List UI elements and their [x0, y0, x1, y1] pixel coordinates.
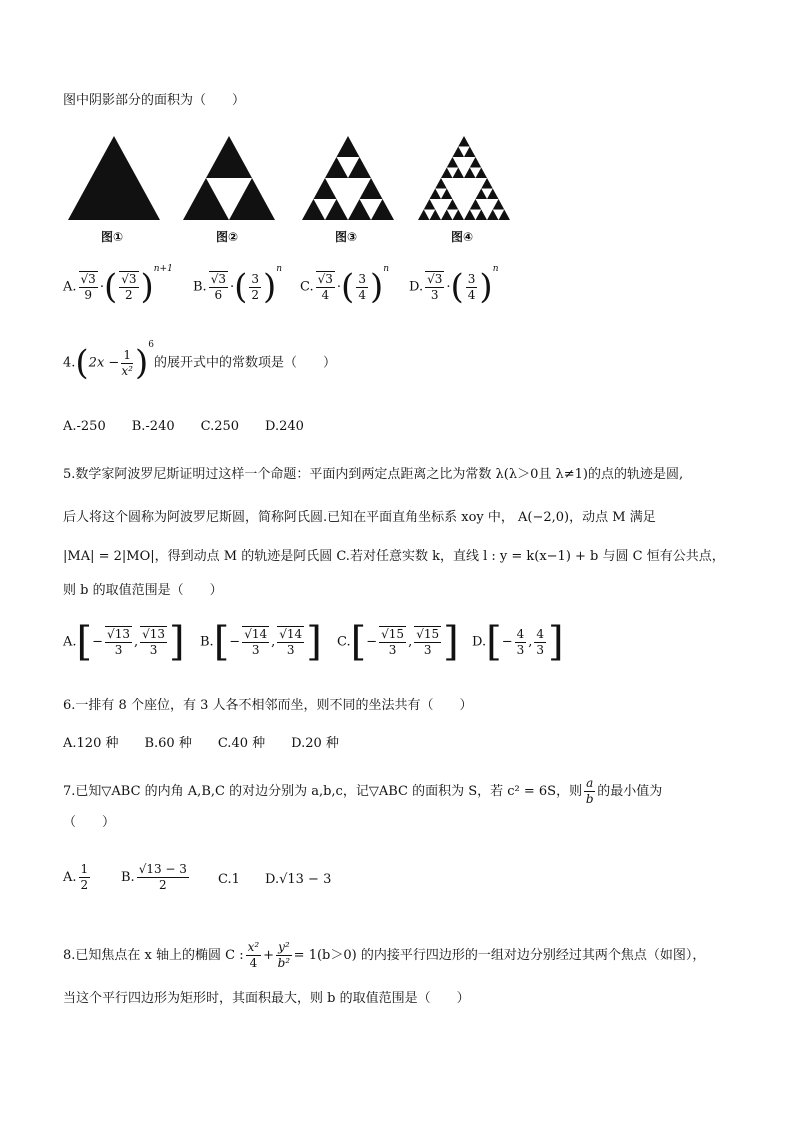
q7-option-d[interactable]: D.√13 − 3: [265, 872, 332, 887]
q3-option-d[interactable]: D. $\frac{√3}{3}$ ·( $\frac{3}{4}$ )$^n$: [409, 264, 499, 307]
figure-caption-2: 图②: [216, 230, 239, 244]
sierpinski-figure-1: [68, 136, 160, 220]
q3-stem: 图中阴影部分的面积为（ ）: [63, 93, 246, 108]
q4-options[interactable]: A.-250 B.-240 C.250 D.240: [63, 419, 304, 434]
q3-option-a[interactable]: A. $\frac{√3}{9}$ ·( $\frac{√3}{2}$ )$^{n+1}$: [63, 264, 173, 307]
sierpinski-figure-4: [418, 136, 510, 220]
q7-option-b[interactable]: B. $\frac{√13 - 3}{2}$: [121, 862, 187, 892]
q5-line-3: |MA| = 2|MO|，得到动点 M 的轨迹是阿氏圆 C.若对任意实数 k，直线 l : y = k(x−1) + b 与圆 C 恒有公共点，: [63, 549, 725, 564]
q7-option-c[interactable]: C.1: [218, 872, 240, 887]
q3-option-c[interactable]: C. $\frac{√3}{4}$ ·( $\frac{3}{4}$ )$^n$: [300, 264, 390, 307]
q7-stem: 7.已知▽ABC 的内角 A,B,C 的对边分别为 a,b,c，记▽ABC 的面积为 S，若 c² = 6S，则 $\frac{a}{b}$ 的最小值为: [63, 776, 663, 806]
sierpinski-figure-2: [183, 136, 275, 220]
q8-line-2: 当这个平行四边形为矩形时，其面积最大，则 b 的取值范围是（ ）: [63, 991, 470, 1006]
q5-line-4: 则 b 的取值范围是（ ）: [63, 583, 223, 598]
q5-option-a[interactable]: A.[− $\frac{√13}{3}$ , $\frac{√13}{3}$ ]: [63, 619, 185, 665]
q7-option-a[interactable]: A. $\frac{1}{2}$: [63, 862, 89, 892]
q7-stem-paren: （ ）: [63, 815, 116, 830]
q3-option-b[interactable]: B. $\frac{√3}{6}$ ·( $\frac{3}{2}$ )$^n$: [193, 264, 283, 307]
q6-options[interactable]: A.120 种 B.60 种 C.40 种 D.20 种: [63, 736, 339, 751]
sierpinski-figure-3: [302, 136, 394, 220]
q5-option-d[interactable]: D.[− $\frac{4}{3}$ , $\frac{4}{3}$ ]: [472, 619, 564, 665]
q5-line-1: 5.数学家阿波罗尼斯证明过这样一个命题：平面内到两定点距离之比为常数 λ(λ＞0且 λ≠1)的点的轨迹是圆,: [63, 467, 684, 482]
q5-option-b[interactable]: B.[− $\frac{√14}{3}$ , $\frac{√14}{3}$ ]: [200, 619, 322, 665]
q4-stem: 4.(2x − $\frac{1}{\text{x²}}$ )$^6$的展开式中的常数项是（ ）: [63, 340, 336, 383]
q8-stem: 8.已知焦点在 x 轴上的椭圆 C : $\frac{\text{x²}}{4}$ + $\frac{\text{y²}}{\text{b²}}$ = 1(b＞0) 的内接平行四边形的一组对边分别经过其两个焦点（如图），: [63, 940, 706, 970]
figure-caption-1: 图①: [101, 230, 124, 244]
q6-stem: 6.一排有 8 个座位，有 3 人各不相邻而坐，则不同的坐法共有（ ）: [63, 698, 473, 713]
figure-caption-3: 图③: [335, 230, 358, 244]
q5-option-c[interactable]: C.[− $\frac{√15}{3}$ , $\frac{√15}{3}$ ]: [337, 619, 459, 665]
q5-line-2: 后人将这个圆称为阿波罗尼斯圆，简称阿氏圆.已知在平面直角坐标系 xoy 中， A(−2,0)，动点 M 满足: [63, 510, 656, 525]
figure-caption-4: 图④: [451, 230, 474, 244]
